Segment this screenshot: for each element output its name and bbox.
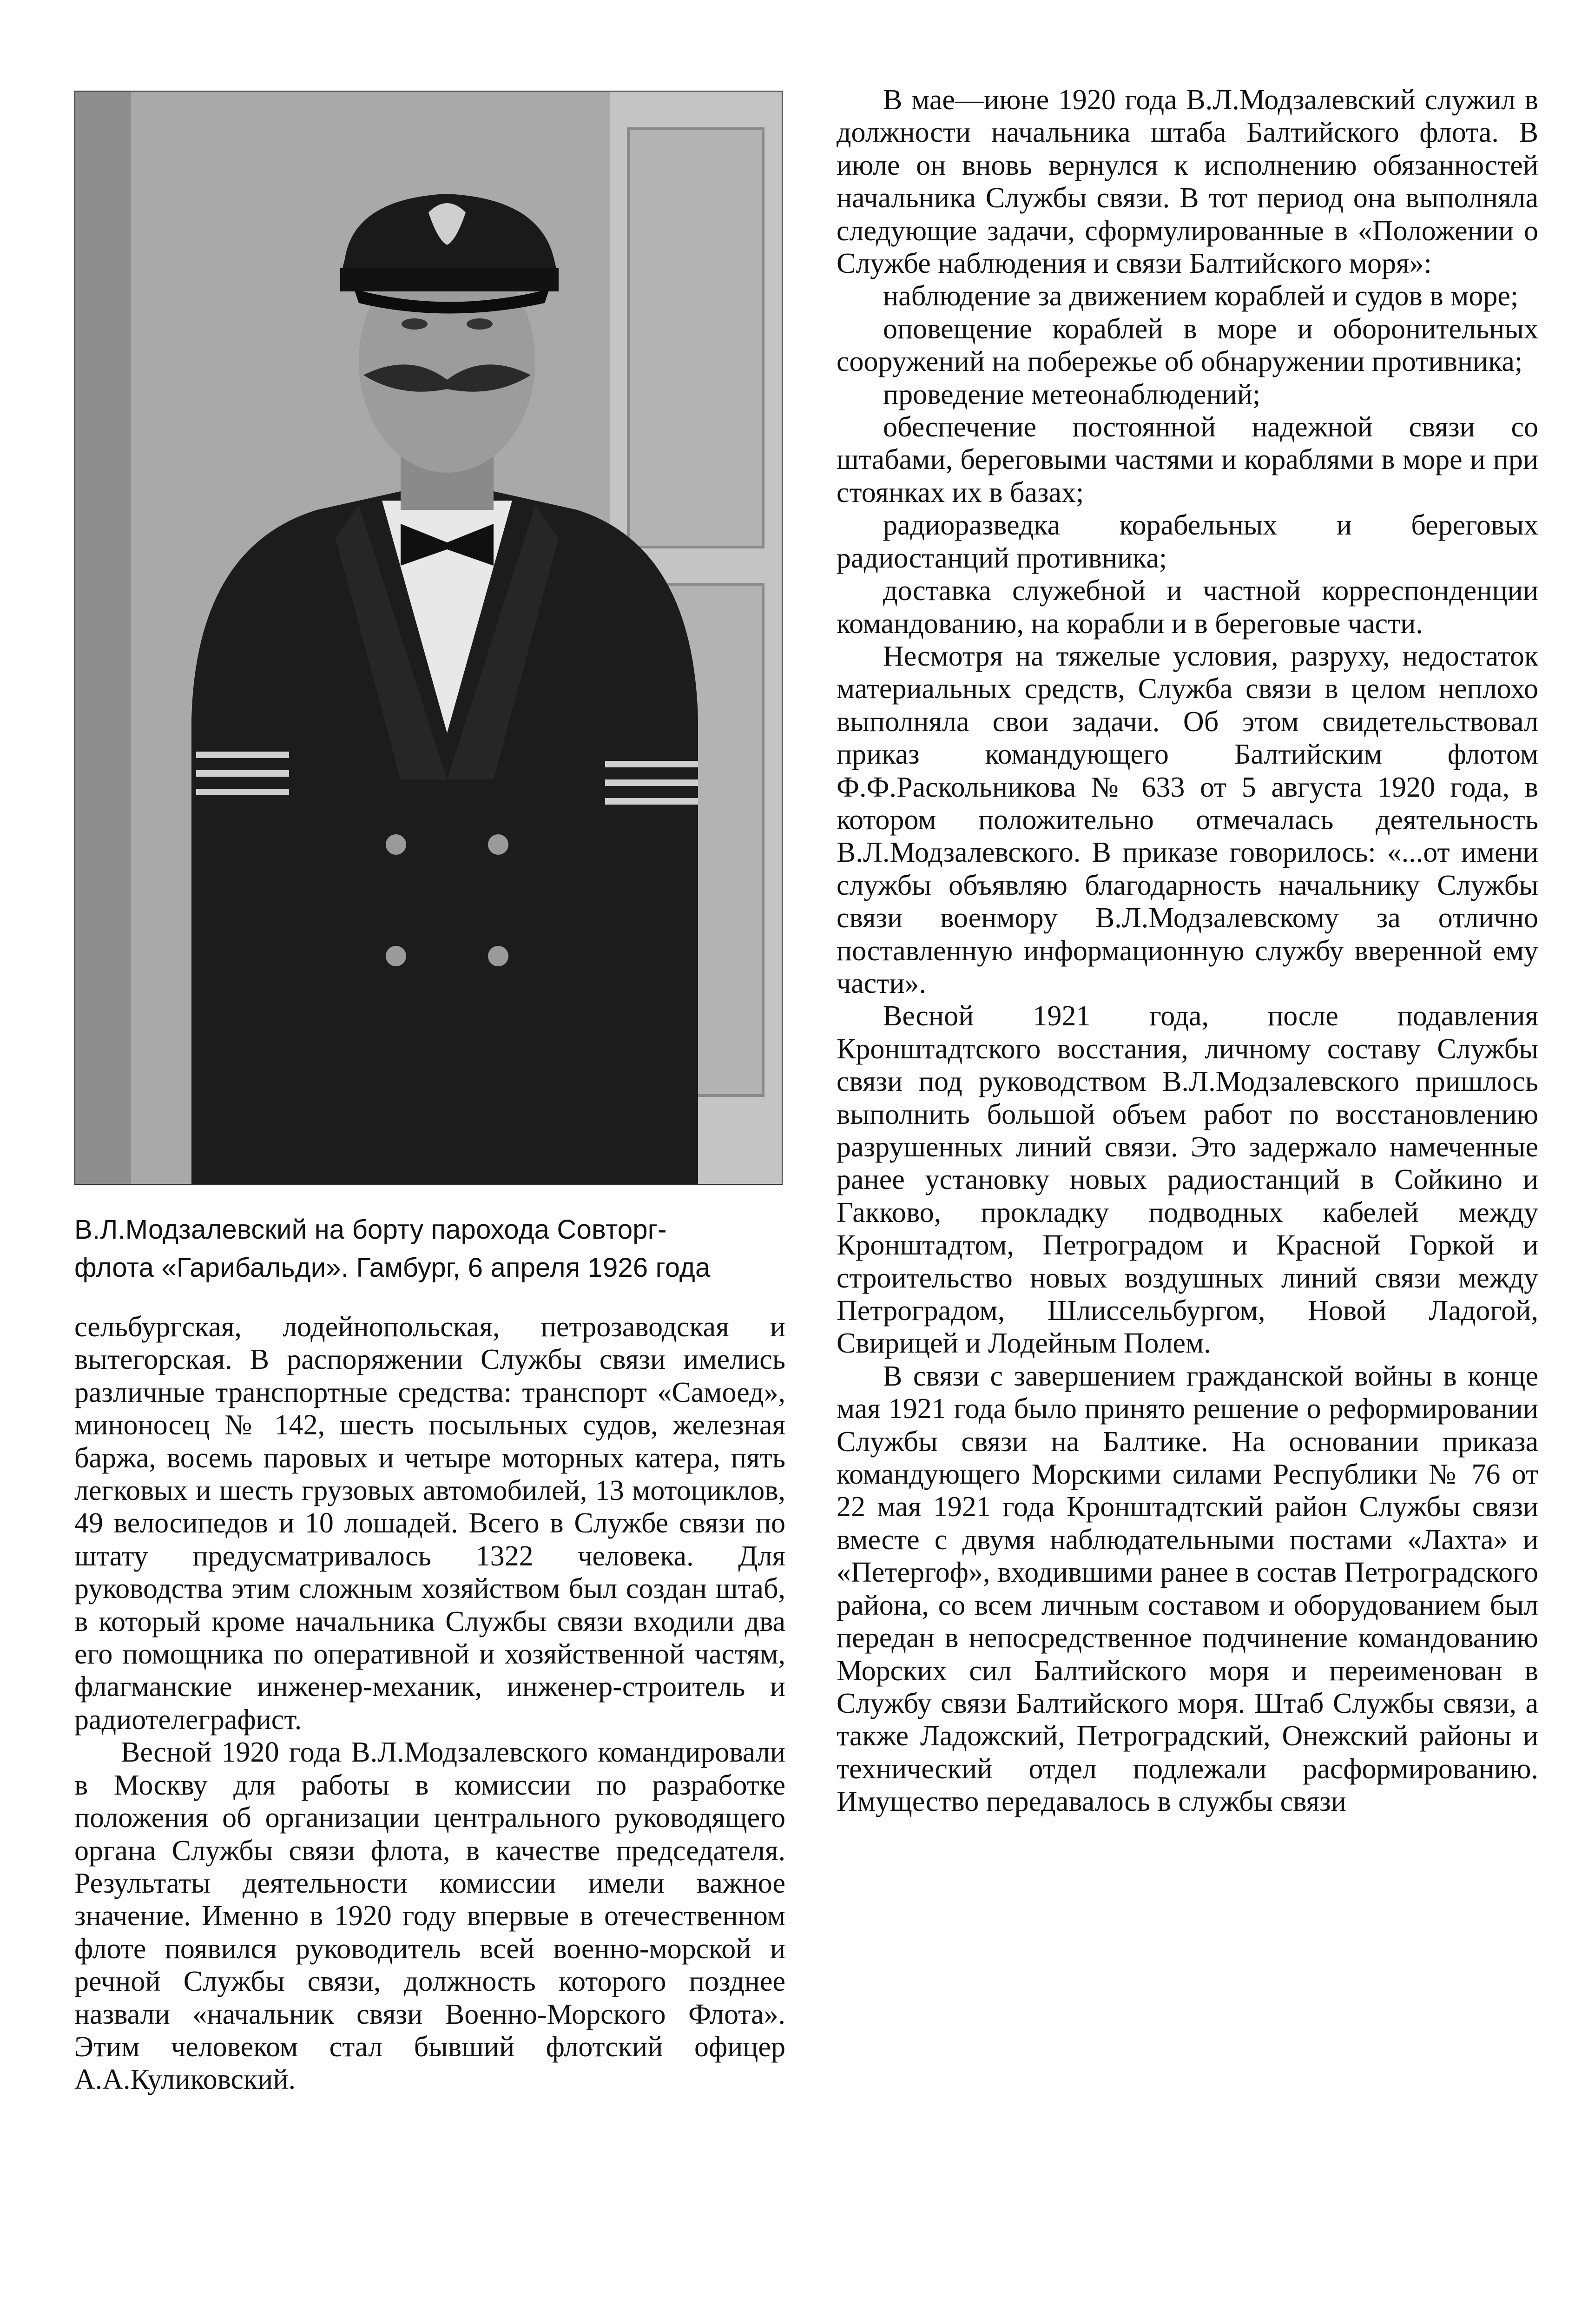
list-item: доставка служебной и частной корреспонденции командованию, на корабли и в береговые части. [837, 575, 1538, 640]
paragraph: В связи с завершением гражданской войны в конце мая 1921 года было принято решение о реформировании Службы связи на Балтике. На основании приказа командующего Морскими силами Республики № 76 от 22 мая 1921 года Кронштадтский район Службы связи вместе с двумя наблюдательными постами «Лахта» и «Петергоф», входившими ранее в состав Петроградского района, со всем личным составом и оборудованием был передан в непосредственное подчинение командованию Морских сил Балтийского моря и переименован в Службу связи Балтийского моря. Штаб Службы связи, а также Ладожский, Петроградский, Онежский районы и технический отдел подлежали расформированию. Имущество передавалось в службы связи [837, 1360, 1538, 1818]
paragraph: сельбургская, лодейнопольская, петрозаводская и вытегорская. В распоряжении Службы связи имелись различные транспортные средства: транспорт «Самоед», миноносец № 142, шесть посыльных судов, железная баржа, восемь паровых и четыре моторных катера, пять легковых и шесть грузовых автомобилей, 13 мотоциклов, 49 велосипедов и 10 лошадей. Всего в Службе связи по штату предусматривалось 1322 человека. Для руководства этим сложным хозяйством был создан штаб, в который кроме начальника Службы связи входили два его помощника по оперативной и хозяйственной частям, флагманские инженер-механик, инженер-строитель и радиотелеграфист. [74, 1311, 785, 1736]
list-item: радиоразведка корабельных и береговых радиостанций противника; [837, 509, 1538, 574]
portrait-photo [74, 91, 783, 1185]
list-item: наблюдение за движением кораблей и судов в море; [883, 280, 1519, 312]
caption-line: флота «Гарибальди». Гамбург, 6 апреля 1926 года [74, 1253, 711, 1283]
paragraph: Весной 1921 года, после подавления Кронштадтского восстания, личному составу Службы связи под руководством В.Л.Модзалевского пришлось выполнить большой объем работ по восстановлению разрушенных линий связи. Это задержало намеченные ранее установку новых радиостанций в Сойкино и Гакково, прокладку подводных кабелей между Кронштадтом, Петроградом и Красной Горкой и строительство новых воздушных линий связи между Петроградом, Шлиссельбургом, Новой Ладогой, Свирицей и Лодейным Полем. [837, 1000, 1538, 1360]
caption-line: В.Л.Модзалевский на борту парохода Совторг- [74, 1215, 667, 1245]
portrait-photo-icon [75, 92, 782, 1184]
photo-caption [74, 1211, 785, 1287]
list-item: оповещение кораблей в море и оборонительных сооружений на побережье об обнаружении противника; [837, 313, 1538, 378]
paragraph: В мае—июне 1920 года В.Л.Модзалевский служил в должности начальника штаба Балтийского флота. В июле он вновь вернулся к исполнению обязанностей начальника Службы связи. В тот период она выполняла следующие задачи, сформулированные в «Положении о Службе наблюдения и связи Балтийского моря»: [837, 84, 1538, 280]
paragraph: Несмотря на тяжелые условия, разруху, недостаток материальных средств, Служба связи в целом неплохо выполняла свои задачи. Об этом свидетельствовал приказ командующего Балтийским флотом Ф.Ф.Раскольникова № 633 от 5 августа 1920 года, в котором положительно отмечалась деятельность В.Л.Модзалевского. В приказе говорилось: «...от имени службы объявляю благодарность начальнику Службы связи военмору В.Л.Модзалевскому за отлично поставленную информационную службу вверенной ему части». [837, 640, 1538, 999]
list-item: проведение метеонаблюдений; [883, 378, 1261, 410]
paragraph: Весной 1920 года В.Л.Модзалевского командировали в Москву для работы в комиссии по разработке положения об организации центрального руководящего органа Службы связи флота, в качестве председателя. Результаты деятельности комиссии имели важное значение. Именно в 1920 году впервые в отечественном флоте появился руководитель всей военно-морской и речной Службы связи, должность которого позднее назвали «начальник связи Военно-Морского Флота». Этим человеком стал бывший флотский офицер А.А.Куликовский. [74, 1736, 785, 2096]
left-column [74, 1311, 785, 2096]
right-column [837, 84, 1538, 1818]
list-item: обеспечение постоянной надежной связи со штабами, береговыми частями и кораблями в море и при стоянках их в базах; [837, 411, 1538, 508]
